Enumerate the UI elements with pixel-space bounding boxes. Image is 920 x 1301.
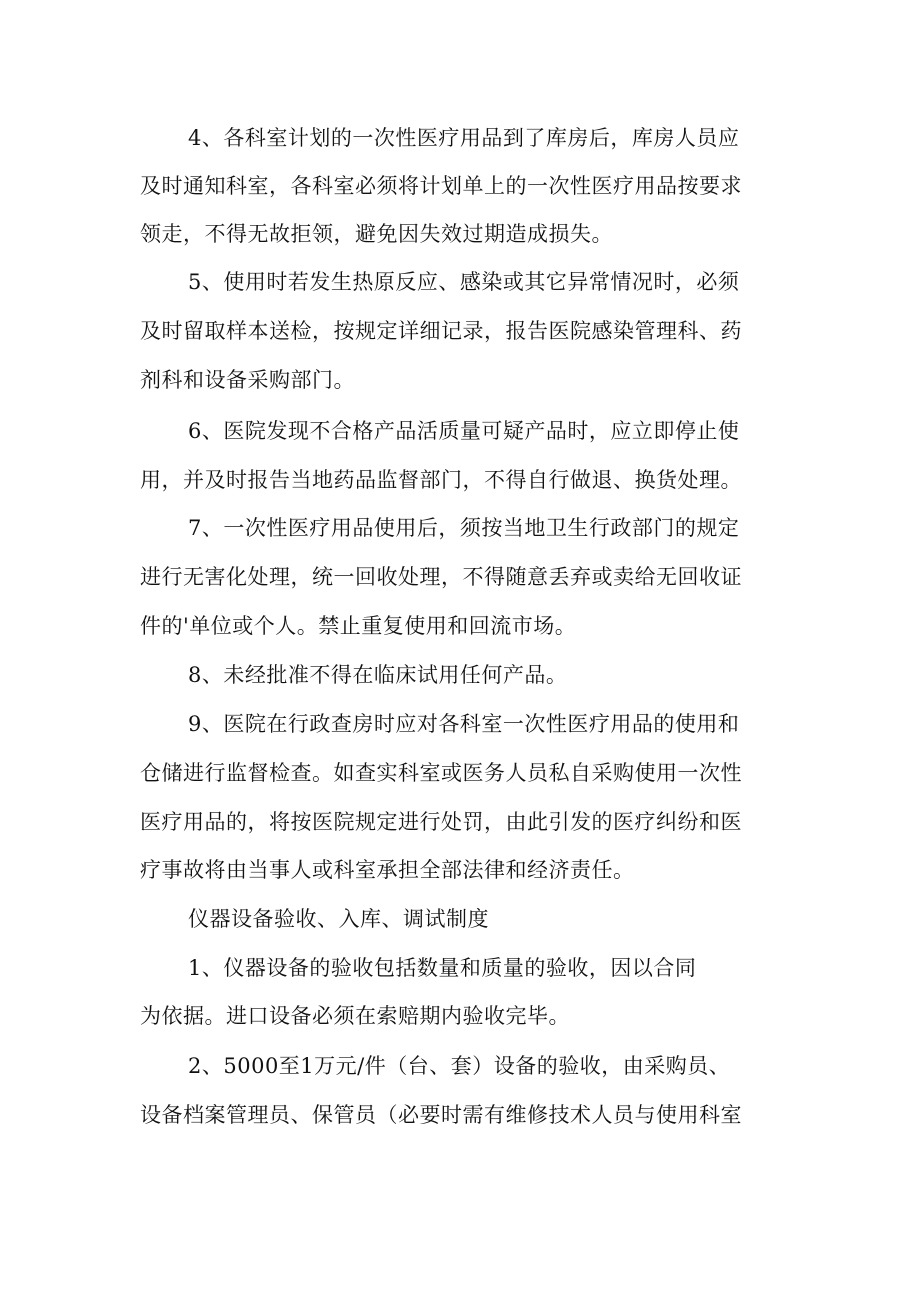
text-line: 及时留取样本送检，按规定详细记录，报告医院感染管理科、药 [140,319,742,343]
text-line: 设备档案管理员、保管员（必要时需有维修技术人员与使用科室 [140,1103,742,1127]
text-line: 进行无害化处理，统一回收处理，不得随意丢弃或卖给无回收证 [140,565,742,589]
text-line: 领走，不得无故拒领，避免因失效过期造成损失。 [140,222,613,246]
text-line: 医疗用品的，将按医院规定进行处罚，由此引发的医疗纠纷和医 [140,810,742,834]
text-line: 为依据。进口设备必须在索赔期内验收完毕。 [140,1004,570,1028]
text-line: 件的'单位或个人。禁止重复使用和回流市场。 [140,614,577,638]
text-line: 5、使用时若发生热原反应、感染或其它异常情况时，必须 [188,270,740,294]
text-line: 9、医院在行政查房时应对各科室一次性医疗用品的使用和 [188,712,740,736]
text-line: 8、未经批准不得在临床试用任何产品。 [188,663,568,687]
text-line: 6、医院发现不合格产品活质量可疑产品时，应立即停止使 [188,419,740,443]
section-heading: 仪器设备验收、入库、调试制度 [188,907,489,931]
text-line: 4、各科室计划的一次性医疗用品到了库房后，库房人员应 [188,126,740,150]
text-line: 及时通知科室，各科室必须将计划单上的一次性医疗用品按要求 [140,174,742,198]
text-line: 疗事故将由当事人或科室承担全部法律和经济责任。 [140,858,635,882]
text-line: 1、仪器设备的验收包括数量和质量的验收，因以合同 [188,956,697,980]
text-line: 仓储进行监督检查。如查实科室或医务人员私自采购使用一次性 [140,761,742,785]
text-line: 2、5000至1万元/件（台、套）设备的验收，由采购员、 [188,1054,731,1078]
text-line: 7、一次性医疗用品使用后，须按当地卫生行政部门的规定 [188,516,740,540]
text-line: 用，并及时报告当地药品监督部门，不得自行做退、换货处理。 [140,468,742,492]
text-line: 剂科和设备采购部门。 [140,368,355,392]
